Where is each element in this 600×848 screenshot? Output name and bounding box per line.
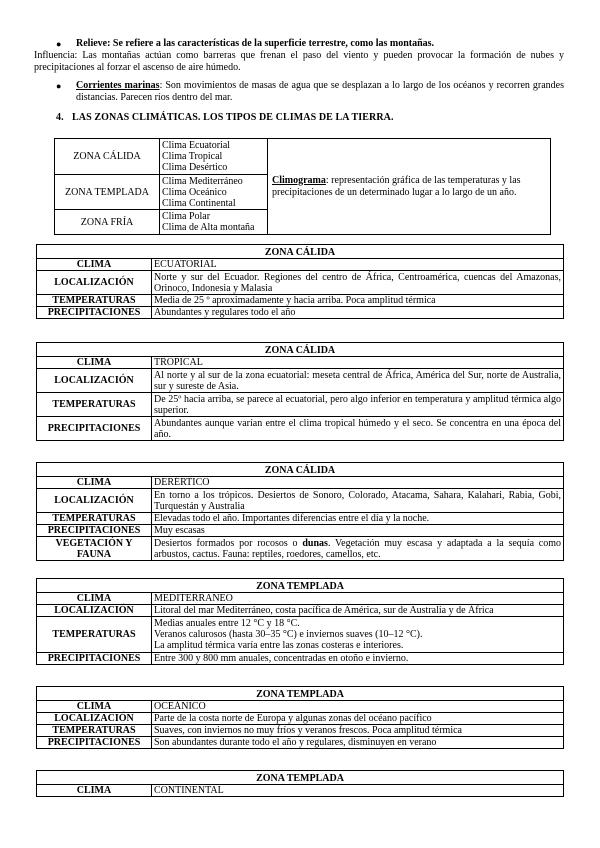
precipitaciones-value: Muy escasas [152, 525, 564, 537]
clima-label: CLIMA [37, 701, 152, 713]
climograma-label: Climograma [272, 174, 326, 186]
bullet-icon: ● [56, 81, 62, 91]
localizacion-value: Parte de la costa norte de Europa y algunas zonas del océano pacífico [152, 713, 564, 725]
vegetacion-text: Desiertos formados por rocosos o [154, 537, 303, 549]
precipitaciones-label: PRECIPITACIONES [37, 653, 152, 665]
precipitaciones-label: PRECIPITACIONES [37, 737, 152, 749]
temperaturas-value: De 25º hacia arriba, se parece al ecuatorial, pero algo inferior en temperatura y amplitud térmica algo superior. [152, 393, 564, 417]
localizacion-label: LOCALIZACIÓN [37, 605, 152, 617]
clima-item: Clima Desértico [162, 162, 228, 173]
climate-table-oceanico [36, 686, 564, 749]
precipitaciones-label: PRECIPITACIONES [37, 417, 152, 441]
temperaturas-value: Elevadas todo el año. Importantes diferencias entre el día y la noche. [152, 513, 564, 525]
localizacion-value: En torno a los trópicos. Desiertos de Sonoro, Colorado, Atacama, Sahara, Kalahari, Rabia, Gobi, Turquestán y Australia [152, 489, 564, 513]
temperaturas-label: TEMPERATURAS [37, 393, 152, 417]
clima-label: CLIMA [37, 785, 152, 797]
clima-item: Clima Oceánico [162, 186, 227, 198]
precipitaciones-value: Abundantes aunque varían entre el clima tropical húmedo y el seco. Se concentra en una época del año. [152, 417, 564, 441]
climate-table-ecuatorial [36, 244, 564, 319]
clima-value: TROPICAL [152, 357, 564, 369]
zone-header: ZONA CÁLIDA [37, 463, 564, 477]
climate-table-continental [36, 770, 564, 797]
clima-label: CLIMA [37, 259, 152, 271]
precipitaciones-value: Entre 300 y 800 mm anuales, concentradas en otoño e invierno. [152, 653, 564, 665]
zone-header: ZONA TEMPLADA [37, 771, 564, 785]
zone-header: ZONA TEMPLADA [37, 579, 564, 593]
localizacion-value: Al norte y al sur de la zona ecuatorial: meseta central de África, América del Sur, norte de Australia, sur y sureste de Asia. [152, 369, 564, 393]
localizacion-label: LOCALIZACIÓN [37, 713, 152, 725]
temperatura-line: La amplitud térmica varía entre las zonas costeras e interiores. [154, 640, 404, 651]
climograma-text: : representación gráfica de las temperaturas y las precipitaciones de un determinado lugar a lo largo de un año. [272, 174, 521, 198]
temperaturas-label: TEMPERATURAS [37, 725, 152, 737]
clima-value: MEDITERRANEO [152, 593, 564, 605]
climas-cell [160, 210, 268, 235]
vegetacion-label: VEGETACIÓN Y FAUNA [37, 537, 152, 561]
corrientes-text: : Son movimientos de masas de agua que se desplazan a lo largo de los océanos y recorren grandes distancias. Parecen ríos dentro del mar. [76, 80, 565, 103]
vegetacion-text: . Vegetación muy escasa y adaptada a la sequía como arbustos, cactus. Fauna: reptiles, roedores, camellos, etc. [154, 537, 562, 560]
section-title: LAS ZONAS CLIMÁTICAS. LOS TIPOS DE CLIMAS DE LA TIERRA. [72, 112, 394, 123]
localizacion-label: LOCALIZACIÓN [37, 369, 152, 393]
relieve-bullet [56, 38, 566, 50]
localizacion-value: Norte y sur del Ecuador. Regiones del centro de África, Centroamérica, cuencas del Amazonas, Orinoco, Indonesia y Malasia [152, 271, 564, 295]
corrientes-bullet [56, 80, 564, 104]
temperaturas-value [152, 617, 564, 653]
precipitaciones-label: PRECIPITACIONES [37, 307, 152, 319]
clima-value: ECUATORIAL [152, 259, 564, 271]
temperaturas-value: Suaves, con inviernos no muy fríos y veranos frescos. Poca amplitud térmica [152, 725, 564, 737]
zone-header: ZONA TEMPLADA [37, 687, 564, 701]
clima-item: Clima de Alta montaña [162, 222, 255, 233]
temperaturas-value: Media de 25 º aproximadamente y hacia arriba. Poca amplitud térmica [152, 295, 564, 307]
vegetacion-value [152, 537, 564, 561]
temperaturas-label: TEMPERATURAS [37, 617, 152, 653]
zone-cell: ZONA FRÍA [55, 210, 160, 235]
corrientes-label: Corrientes marinas [76, 80, 160, 91]
clima-item: Clima Tropical [162, 151, 223, 162]
zone-cell: ZONA CÁLIDA [55, 139, 160, 175]
climas-cell [160, 175, 268, 210]
clima-item: Clima Ecuatorial [162, 140, 231, 151]
bullet-icon: ● [56, 39, 62, 49]
localizacion-label: LOCALIZACIÓN [37, 489, 152, 513]
clima-label: CLIMA [37, 357, 152, 369]
clima-item: Clima Polar [162, 211, 211, 222]
section-heading [56, 112, 394, 123]
climate-table-desertico [36, 462, 564, 561]
precipitaciones-value: Son abundantes durante todo el año y regulares, disminuyen en verano [152, 737, 564, 749]
climograma-cell [268, 139, 551, 235]
zone-cell: ZONA TEMPLADA [55, 175, 160, 210]
zone-header: ZONA CÁLIDA [37, 343, 564, 357]
summary-table [54, 138, 551, 235]
precipitaciones-label: PRECIPITACIONES [37, 525, 152, 537]
climas-cell [160, 139, 268, 175]
precipitaciones-value: Abundantes y regulares todo el año [152, 307, 564, 319]
clima-label: CLIMA [37, 593, 152, 605]
clima-item: Clima Continental [162, 197, 236, 209]
relieve-text: : Se refiere a las características de la superficie terrestre, como las montañas. [107, 38, 435, 49]
influencia-paragraph: Influencia: Las montañas actúan como barreras que frenan el paso del viento y pueden provocar la formación de nubes y precipitaciones al forzar el ascenso de aire húmedo. [34, 50, 564, 73]
temperatura-line: Veranos calurosos (hasta 30–35 °C) e inviernos suaves (10–12 °C). [154, 629, 423, 640]
clima-label: CLIMA [37, 477, 152, 489]
climate-table-mediterraneo [36, 578, 564, 665]
clima-item: Clima Mediterráneo [162, 175, 243, 187]
clima-value: CONTINENTAL [152, 785, 564, 797]
localizacion-label: LOCALIZACIÓN [37, 271, 152, 295]
zone-header: ZONA CÁLIDA [37, 245, 564, 259]
temperatura-line: Medias anuales entre 12 °C y 18 °C. [154, 618, 300, 629]
temperaturas-label: TEMPERATURAS [37, 513, 152, 525]
section-number: 4. [56, 112, 64, 123]
localizacion-value: Litoral del mar Mediterráneo, costa pacífica de América, sur de Australia y de África [152, 605, 564, 617]
climate-table-tropical [36, 342, 564, 441]
clima-value: OCEÁNICO [152, 701, 564, 713]
relieve-label: Relieve [76, 38, 108, 49]
temperaturas-label: TEMPERATURAS [37, 295, 152, 307]
vegetacion-bold: dunas [302, 537, 328, 549]
clima-value: DERÉRTICO [152, 477, 564, 489]
summary-row [55, 139, 551, 175]
